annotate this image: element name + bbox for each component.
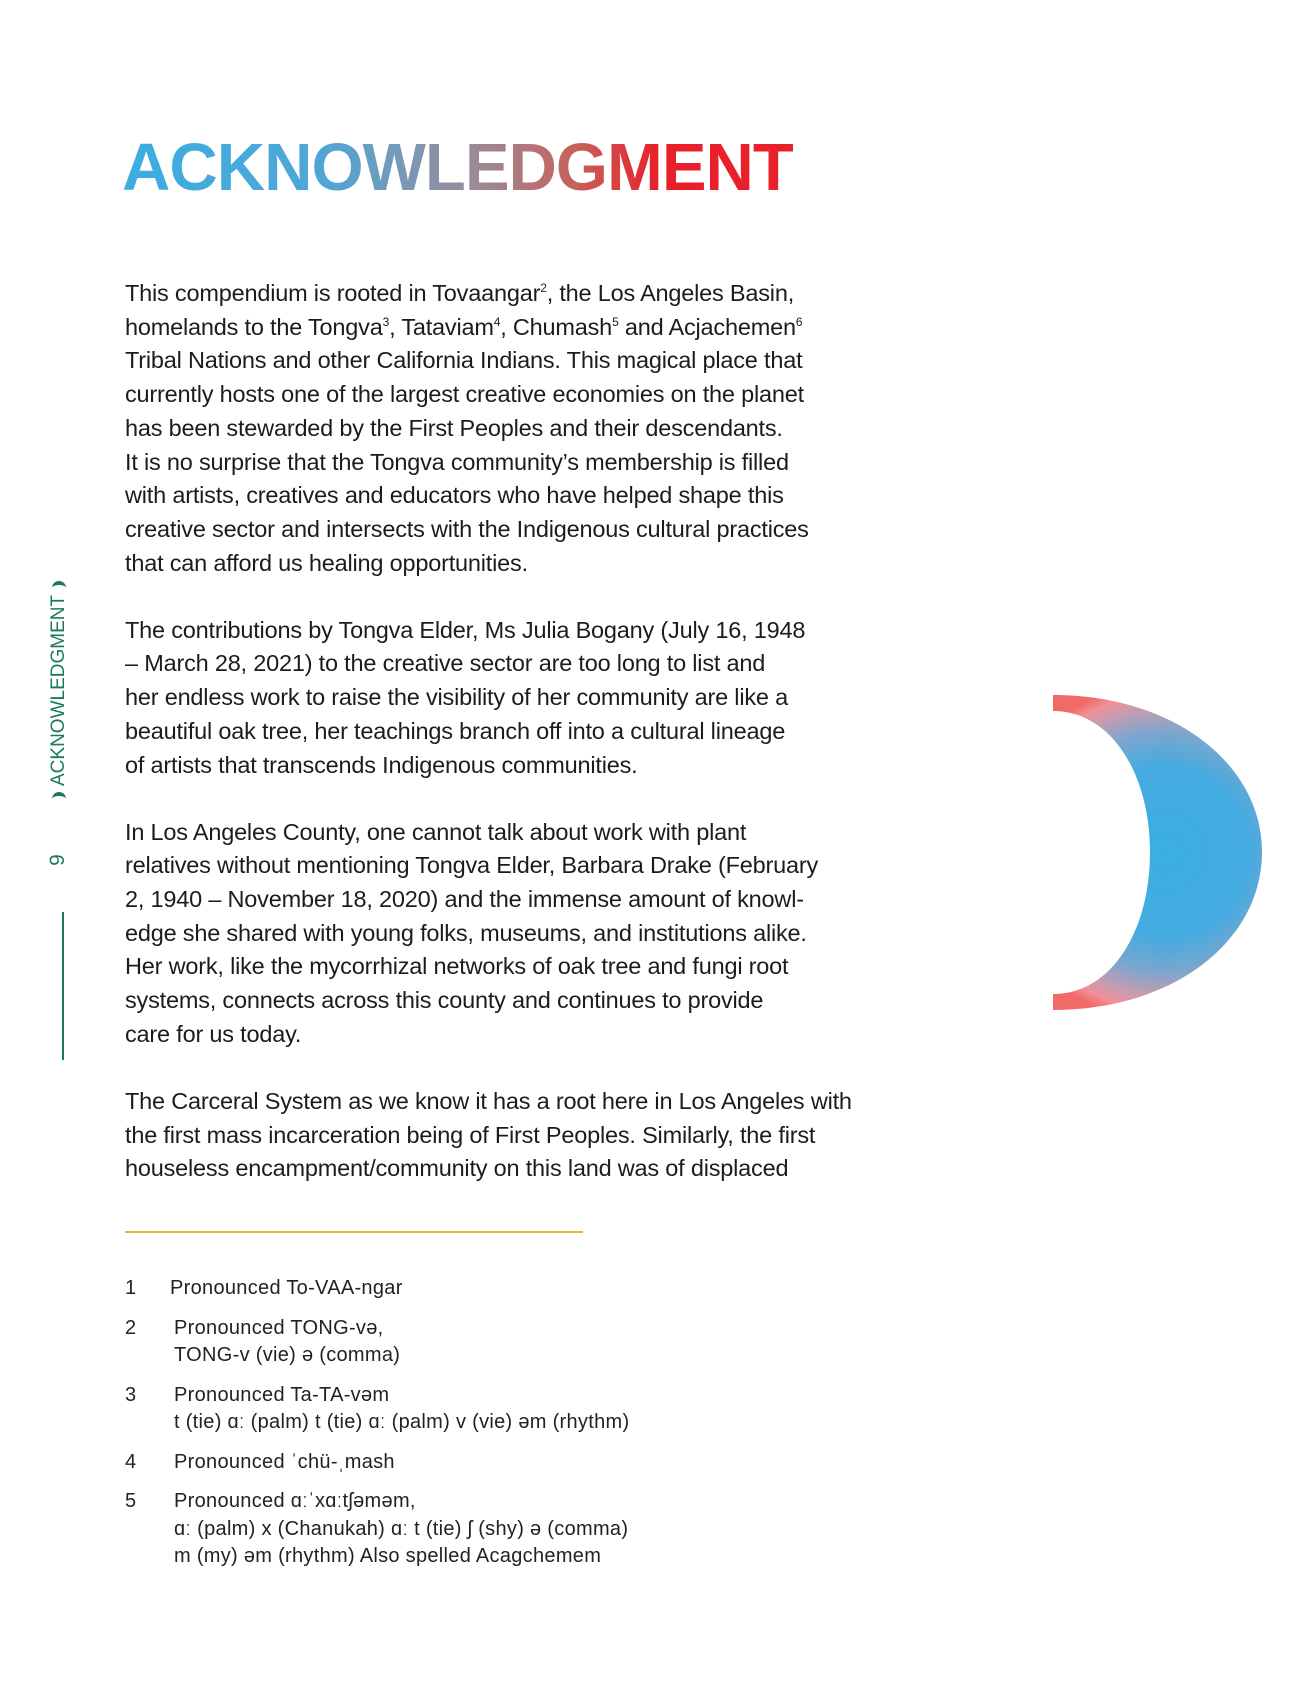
crescent-icon [52, 581, 66, 589]
footnote-ref[interactable]: 3 [382, 314, 390, 329]
text-line: The Carceral System as we know it has a root here in Los Angeles with [125, 1087, 852, 1114]
footnote-text: Pronounced ɑːˈxɑːtʃəməm, [174, 1490, 416, 1512]
text-line: creative sector and intersects with the Indigenous cultural practices [125, 515, 809, 542]
footnote-number: 4 [125, 1450, 137, 1473]
footnote-text: TONG-v (vie) ə (comma) [174, 1344, 401, 1366]
text-line: It is no surprise that the Tongva community’s membership is filled [125, 448, 789, 475]
text-line: – March 28, 2021) to the creative sector are too long to list and [125, 650, 766, 677]
text-line: houseless encampment/community on this land was of displaced [125, 1155, 789, 1182]
footnote-text: Pronounced ˈchü-ˌmash [174, 1450, 395, 1473]
footnote-text: m (my) əm (rhythm) Also spelled Acagchemem [174, 1545, 602, 1567]
text-line: her endless work to raise the visibility of her community are like a [125, 684, 788, 711]
page-title: ACKNOWLEDGMENT [122, 128, 793, 208]
footnote-number: 1 [125, 1277, 137, 1299]
text-line: relatives without mentioning Tongva Elder, Barbara Drake (February [125, 852, 819, 879]
text-line [125, 311, 945, 345]
text: , Tataviam [389, 313, 494, 340]
text-line: the first mass incarceration being of First Peoples. Similarly, the first [125, 1121, 816, 1148]
text-line: The contributions by Tongva Elder, Ms Julia Bogany (July 16, 1948 [125, 616, 806, 643]
crescent-icon [52, 792, 66, 800]
footnote-divider [125, 1231, 583, 1233]
text-line: that can afford us healing opportunities. [125, 549, 528, 576]
footnote-ref[interactable]: 2 [540, 281, 547, 295]
footnote-2 [125, 1315, 629, 1370]
footnote-number: 2 [125, 1316, 137, 1339]
footnote-1 [125, 1275, 629, 1303]
text-line: edge she shared with young folks, museums, and institutions alike. [125, 919, 807, 946]
footnote-number: 3 [125, 1383, 137, 1406]
footnote-text: Pronounced Ta-TA-vəm [174, 1383, 390, 1406]
text: and Acjachemen [618, 313, 796, 340]
text: , Chumash [500, 313, 613, 340]
footnote-number: 5 [125, 1490, 137, 1512]
paragraph-1 [125, 277, 945, 580]
text-line [125, 277, 945, 311]
text-line: of artists that transcends Indigenous communities. [125, 751, 638, 778]
footnote-5 [125, 1488, 629, 1571]
text-line: beautiful oak tree, her teachings branch off into a cultural lineage [125, 717, 786, 744]
footnote-text: t (tie) ɑː (palm) t (tie) ɑː (palm) v (vie) əm (rhythm) [174, 1411, 630, 1433]
text: This compendium is rooted in Tovaangar [125, 280, 541, 306]
paragraph-4 [125, 1085, 945, 1186]
sidebar-divider [62, 912, 64, 1060]
footnote-ref[interactable]: 5 [612, 314, 619, 329]
footnote-3 [125, 1382, 629, 1437]
text-line: has been stewarded by the First Peoples and their descendants. [125, 414, 783, 441]
page-number: 9 [45, 854, 69, 866]
text-line: care for us today. [125, 1020, 302, 1047]
text-line: In Los Angeles County, one cannot talk about work with plant [125, 818, 747, 845]
crescent-moon-graphic [1050, 690, 1270, 1020]
paragraph-3 [125, 816, 945, 1052]
text-line: with artists, creatives and educators who have helped shape this [125, 482, 784, 509]
text-line: systems, connects across this county and continues to provide [125, 987, 764, 1014]
text-line: Tribal Nations and other California Indians. This magical place that [125, 347, 803, 374]
text: , the Los Angeles Basin, [546, 280, 795, 306]
text-line: currently hosts one of the largest creative economies on the planet [125, 381, 804, 408]
body-text [125, 277, 945, 1219]
section-label [48, 581, 70, 800]
section-label-text: ACKNOWLEDGMENT [48, 594, 69, 786]
footnote-ref[interactable]: 6 [795, 314, 803, 329]
footnote-text: Pronounced To-VAA-ngar [170, 1277, 403, 1299]
footnote-text: ɑː (palm) x (Chanukah) ɑː t (tie) ʃ (shy) ə (comma) [174, 1517, 629, 1540]
text-line: Her work, like the mycorrhizal networks of oak tree and fungi root [125, 953, 789, 980]
footnote-ref[interactable]: 4 [493, 314, 501, 329]
footnote-text: Pronounced TONG-və, [174, 1316, 384, 1339]
paragraph-2 [125, 614, 945, 783]
footnotes [125, 1275, 629, 1583]
text: homelands to the Tongva [125, 313, 383, 340]
text-line: 2, 1940 – November 18, 2020) and the immense amount of knowl- [125, 886, 804, 913]
footnote-4 [125, 1449, 629, 1477]
